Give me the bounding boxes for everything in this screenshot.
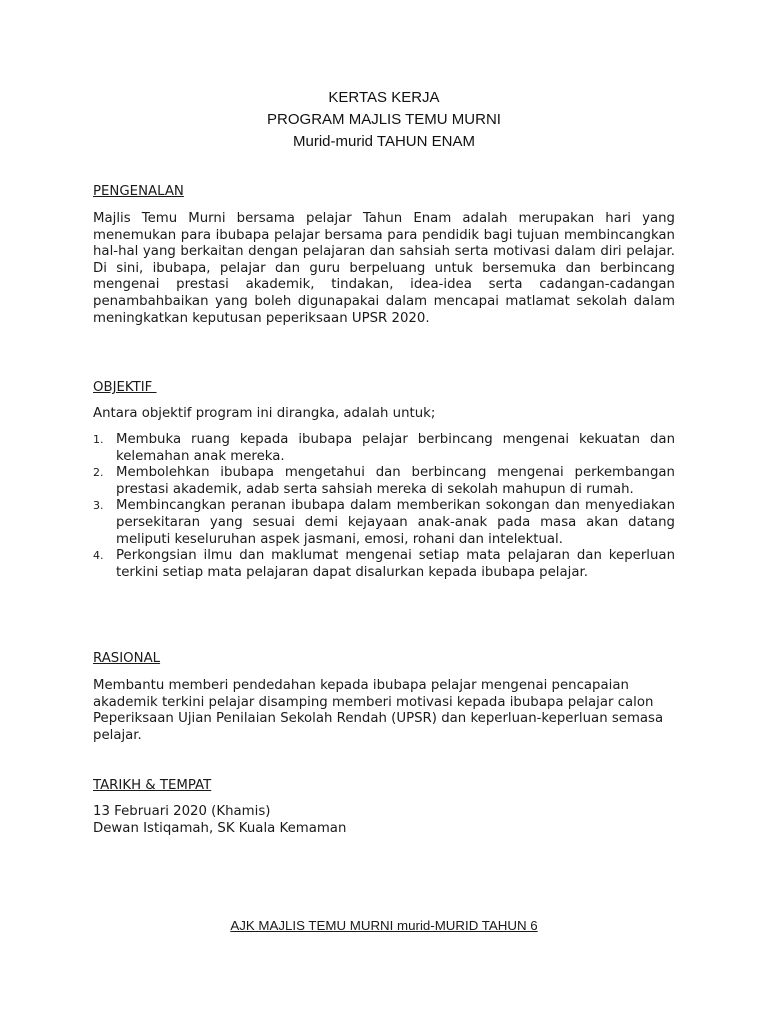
list-item-text: Membolehkan ibubapa mengetahui dan berbincang mengenai perkembangan prestasi akademik, adab serta sahsiah mereka di sekolah mahupun di rumah. [116, 465, 675, 497]
pengenalan-heading: PENGENALAN [93, 184, 184, 199]
list-item-number: 3. [93, 499, 104, 513]
document-title: KERTAS KERJA [328, 89, 440, 106]
audience-title: Murid-murid TAHUN ENAM [293, 133, 475, 150]
objektif-intro: Antara objektif program ini dirangka, adalah untuk; [93, 406, 436, 421]
list-item-text: Membincangkan peranan ibubapa dalam memberikan sokongan dan menyediakan persekitaran yang sesuai demi kejayaan anak-anak pada masa akan datang meliputi keseluruhan aspek jasmani, emosi, rohani dan intelektual. [116, 498, 675, 547]
list-item [93, 432, 675, 465]
committee-title-text: AJK MAJLIS TEMU MURNI murid-MURID TAHUN 6 [230, 918, 538, 933]
document-title-block [0, 87, 768, 153]
rasional-paragraph: Membantu memberi pendedahan kepada ibubapa pelajar mengenai pencapaian akademik terkini pelajar disamping memberi motivasi kepada ibubapa pelajar calon Peperiksaan Ujian Penilaian Sekolah Rendah (UPSR) dan keperluan-keperluan semasa pelajar. [93, 678, 664, 743]
list-item-number: 2. [93, 466, 104, 480]
list-item [93, 548, 675, 581]
list-item-text: Membuka ruang kepada ibubapa pelajar berbincang mengenai kekuatan dan kelemahan anak mereka. [116, 432, 675, 464]
list-item [93, 465, 675, 498]
list-item-text: Perkongsian ilmu dan maklumat mengenai setiap mata pelajaran dan keperluan terkini setiap mata pelajaran dapat disalurkan kepada ibubapa pelajar. [116, 548, 675, 580]
tarikh-heading: TARIKH & TEMPAT [93, 778, 212, 793]
tarikh-date: 13 Februari 2020 (Khamis) [93, 804, 271, 819]
objektif-heading: OBJEKTIF [93, 380, 157, 395]
program-title: PROGRAM MAJLIS TEMU MURNI [267, 111, 501, 128]
objektif-list [93, 432, 675, 581]
list-item [93, 498, 675, 548]
committee-title [0, 917, 768, 935]
list-item-number: 4. [93, 549, 104, 563]
list-item-number: 1. [93, 433, 104, 446]
pengenalan-paragraph: Majlis Temu Murni bersama pelajar Tahun Enam adalah merupakan hari yang menemukan para ibubapa pelajar bersama para pendidik bagi tujuan membincangkan hal-hal yang berkaitan dengan pelajaran dan sahsiah serta motivasi dalam diri pelajar. Di sini, ibubapa, pelajar dan guru berpeluang untuk bersemuka dan berbincang mengenai prestasi akademik, tindakan, idea-idea serta cadangan-cadangan penambahbaikan yang boleh digunapakai dalam mencapai matlamat sekolah dalam meningkatkan keputusan peperiksaan UPSR 2020. [93, 211, 675, 326]
tarikh-place: Dewan Istiqamah, SK Kuala Kemaman [93, 821, 347, 836]
rasional-heading: RASIONAL [93, 651, 161, 666]
